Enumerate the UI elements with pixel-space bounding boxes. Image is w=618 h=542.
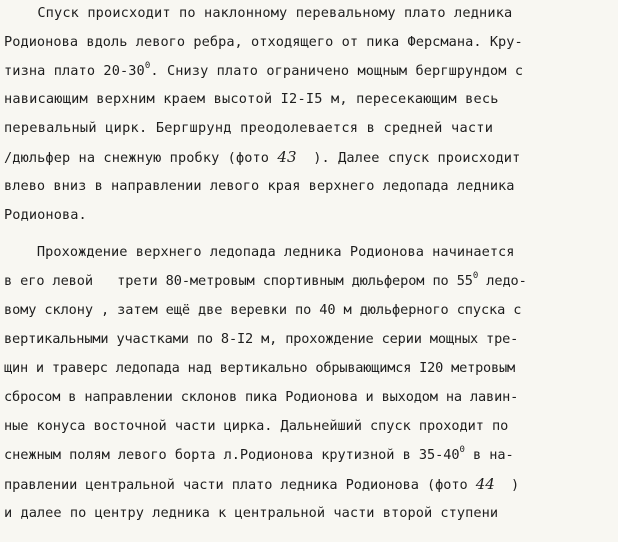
text-segment: ): [494, 477, 520, 493]
text-line: [4, 147, 520, 168]
text-line: [4, 416, 508, 436]
text-segment: Родионова.: [4, 207, 87, 223]
degree-superscript: 0: [144, 61, 151, 71]
text-segment: Прохождение верхнего ледопада ледника Родионова начинается: [4, 244, 515, 260]
text-segment: ные конуса восточной части цирка. Дальнейший спуск проходит по: [4, 418, 509, 434]
text-segment: и далее по центру ледника к центральной части второй ступени: [4, 505, 499, 521]
handwritten-photo-number: 44: [475, 475, 495, 493]
text-segment: щин и траверс ледопада над вертикально обрывающимся I20 метровым: [4, 360, 515, 376]
text-line: [4, 3, 512, 23]
text-segment: правлении центральной части плато ледника Родионова (фото: [4, 477, 476, 493]
text-line: [4, 118, 493, 138]
text-segment: перевальный цирк. Бергшрунд преодолевается в средней части: [4, 120, 494, 136]
text-line: [4, 445, 514, 465]
text-segment: вертикальными участками по 8-I2 м, прохождение серии мощных тре-: [4, 331, 519, 347]
text-line: [4, 271, 527, 291]
text-line: [4, 300, 521, 320]
text-segment: в на-: [464, 447, 514, 463]
text-segment: Родионова вдоль левого ребра, отходящего от пика Ферсмана. Кру-: [4, 34, 523, 50]
text-line: [4, 358, 515, 378]
text-segment: /дюльфер на снежную пробку (фото: [4, 150, 278, 166]
text-segment: . Снизу плато ограничено мощным бергшрундом с: [150, 63, 524, 79]
text-segment: в его левой трети 80-метровым спортивным дюльфером по 55: [4, 273, 473, 289]
text-segment: снежным полям левого борта л.Родионова крутизной в 35-40: [4, 447, 460, 463]
text-line: [4, 474, 519, 495]
text-segment: нависающим верхним краем высотой I2-I5 м, пересекающим весь: [4, 91, 499, 107]
handwritten-photo-number: 43: [277, 148, 297, 166]
text-line: [4, 61, 523, 81]
text-line: [4, 89, 499, 109]
text-segment: ледо-: [478, 273, 527, 289]
text-segment: тизна плато 20-30: [4, 63, 145, 79]
text-line: [4, 503, 498, 523]
text-line: [4, 176, 515, 196]
text-segment: вому склону , затем ещё две веревки по 40 м дюльферного спуска с: [4, 302, 522, 318]
text-segment: ). Далее спуск происходит: [296, 150, 521, 166]
text-line: [4, 387, 518, 407]
text-line: [4, 32, 523, 52]
text-segment: влево вниз в направлении левого края верхнего ледопада ледника: [4, 178, 515, 194]
text-line: [4, 329, 518, 349]
text-segment: сбросом в направлении склонов пика Родионова и выходом на лавин-: [4, 389, 519, 405]
text-line: [4, 205, 87, 225]
degree-superscript: 0: [472, 271, 479, 281]
text-line: [4, 242, 515, 262]
text-segment: Спуск происходит по наклонному перевальному плато ледника: [4, 5, 513, 21]
degree-superscript: 0: [459, 445, 465, 455]
